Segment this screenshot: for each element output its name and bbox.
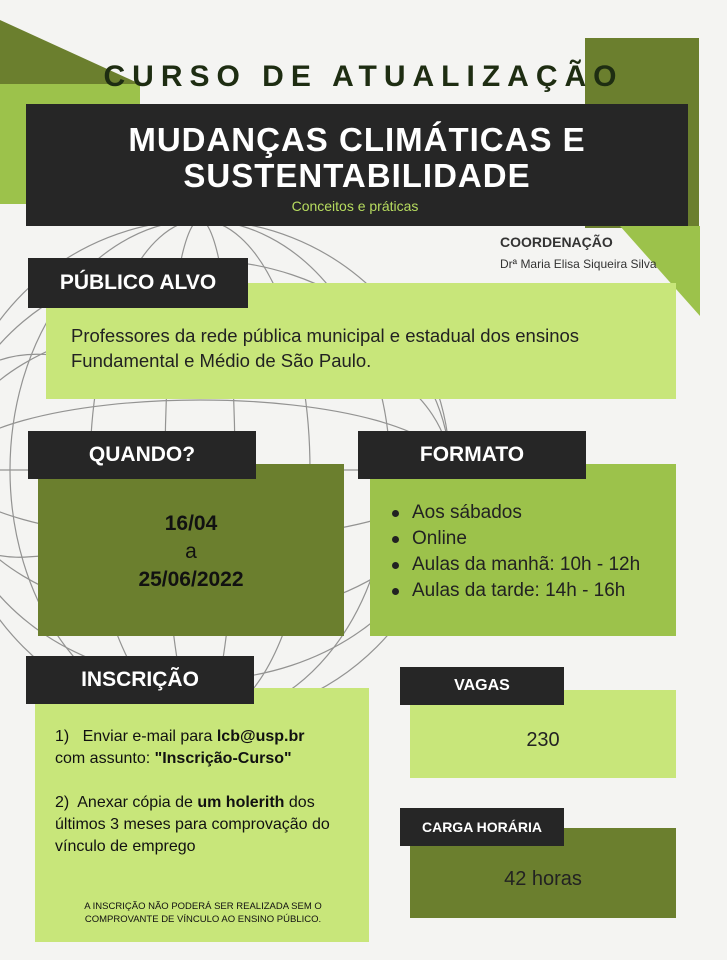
format-item: Aulas da tarde: 14h - 16h — [388, 578, 640, 604]
when-box — [38, 464, 344, 636]
vacancies-value: 230 — [526, 728, 560, 751]
format-label: FORMATO — [358, 431, 586, 479]
end-date: 25/06/2022 — [138, 568, 244, 591]
registration-email: lcb@usp.br — [216, 728, 305, 745]
step1-text2: com assunto: — [55, 750, 151, 767]
step2-bold: um holerith — [197, 794, 285, 811]
registration-step-1 — [55, 726, 355, 770]
vacancies-label: VAGAS — [400, 667, 564, 705]
start-date: 16/04 — [164, 512, 218, 535]
course-title-line1: MUDANÇAS CLIMÁTICAS E — [128, 121, 586, 158]
step2-number: 2) — [55, 794, 70, 811]
workload-value: 42 horas — [504, 867, 582, 890]
step1-number: 1) — [55, 728, 70, 745]
when-label: QUANDO? — [28, 431, 256, 479]
format-list — [388, 500, 640, 604]
step2-text: Anexar cópia de — [77, 794, 193, 811]
course-subtitle: Conceitos e práticas — [291, 198, 419, 214]
registration-box — [35, 688, 369, 942]
coordinator-name: Drª Maria Elisa Siqueira Silva — [500, 257, 657, 271]
registration-step-2 — [55, 792, 345, 858]
workload-label: CARGA HORÁRIA — [400, 808, 564, 846]
format-item: Online — [388, 526, 640, 552]
format-item: Aos sábados — [388, 500, 640, 526]
registration-note: A INSCRIÇÃO NÃO PODERÁ SER REALIZADA SEM O COMPROVANTE DE VÍNCULO AO ENSINO PÚBLICO. — [84, 901, 322, 925]
course-kicker: CURSO DE ATUALIZAÇÃO — [103, 60, 624, 93]
step2-text2: dos últimos 3 meses para comprovação do vínculo de emprego — [55, 794, 330, 855]
audience-label: PÚBLICO ALVO — [28, 258, 248, 308]
step1-text: Enviar e-mail para — [82, 728, 213, 745]
registration-label: INSCRIÇÃO — [26, 656, 254, 704]
date-connector: a — [185, 540, 197, 563]
audience-text: Professores da rede pública municipal e estadual dos ensinos Fundamental e Médio de São Paulo. — [71, 325, 580, 371]
format-box — [370, 464, 676, 636]
format-item: Aulas da manhã: 10h - 12h — [388, 552, 640, 578]
coordination-label: COORDENAÇÃO — [500, 234, 613, 250]
course-title-line2: SUSTENTABILIDADE — [183, 157, 531, 194]
email-subject: "Inscrição-Curso" — [154, 750, 292, 767]
